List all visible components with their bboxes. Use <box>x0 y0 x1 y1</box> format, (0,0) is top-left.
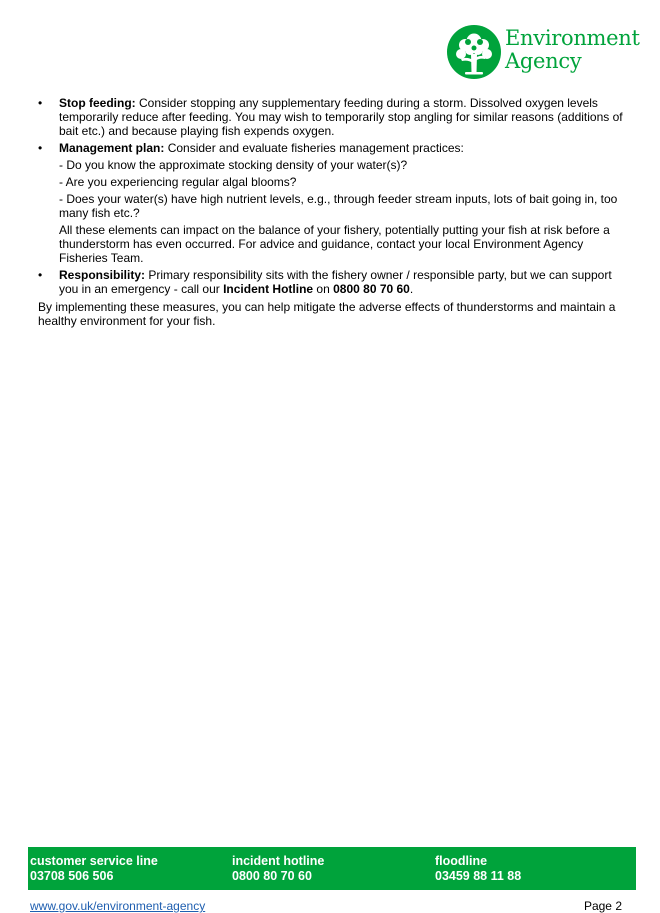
bullet-glyph: • <box>38 96 43 110</box>
bullet-management-plan <box>38 141 624 265</box>
hotline-label: Incident Hotline <box>223 282 314 296</box>
bullet-title: Responsibility: <box>59 268 146 282</box>
contact-band <box>28 847 636 890</box>
hotline-number: 0800 80 70 60 <box>333 282 410 296</box>
sub-item-nutrient-levels: - Does your water(s) have high nutrient levels, e.g., through feeder stream inputs, lots of bait going in, too many fish etc.? <box>59 192 618 220</box>
contact-number: 0800 80 70 60 <box>232 869 312 883</box>
sub-item-stocking-density: - Do you know the approximate stocking density of your water(s)? <box>59 158 408 172</box>
page-number: Page 2 <box>583 899 622 913</box>
hotline-end: . <box>409 282 414 296</box>
document-body <box>38 96 624 328</box>
contact-label: incident hotline <box>232 854 325 868</box>
sub-item-algal-blooms: - Are you experiencing regular algal blooms? <box>59 175 297 189</box>
environment-agency-logo <box>446 24 642 82</box>
bullet-paragraph <box>59 96 624 138</box>
bullet-text: Consider and evaluate fisheries management practices: <box>164 141 464 155</box>
tree-icon <box>446 24 502 80</box>
management-note: All these elements can impact on the balance of your fishery, potentially putting your fish at risk before a thunderstorm has even occurred. For advice and guidance, contact your local Environment Agency Fisheries Team. <box>59 223 610 265</box>
bullet-stop-feeding <box>38 96 624 138</box>
footer-website-link[interactable]: www.gov.uk/environment-agency <box>30 899 206 913</box>
bullet-paragraph <box>59 268 624 296</box>
contact-label: customer service line <box>30 854 158 868</box>
logo-line-agency: Agency <box>505 49 582 73</box>
contact-customer-service <box>30 854 158 884</box>
bullet-title: Stop feeding: <box>59 96 136 110</box>
contact-number: 03708 506 506 <box>30 869 114 883</box>
bullet-text: Consider stopping any supplementary feeding during a storm. Dissolved oxygen levels temporarily reduce after feeding. You may wish to temporarily stop angling for similar reasons (additions of bait etc.) and because playing fish expends oxygen. <box>59 96 623 138</box>
contact-incident-hotline <box>232 854 324 884</box>
bullet-responsibility <box>38 268 624 296</box>
closing-paragraph: By implementing these measures, you can help mitigate the adverse effects of thunderstorms and maintain a healthy environment for your fish. <box>38 300 616 328</box>
bullet-glyph: • <box>38 141 43 155</box>
contact-number: 03459 88 11 88 <box>435 869 522 883</box>
contact-label: floodline <box>435 854 488 868</box>
bullet-glyph: • <box>38 268 43 282</box>
bullet-paragraph <box>59 141 624 155</box>
contact-floodline <box>435 854 521 884</box>
bullet-text: Primary responsibility sits with the fishery owner / responsible party, but we can support you in an emergency - call our <box>59 268 612 296</box>
bullet-title: Management plan: <box>59 141 165 155</box>
hotline-on-text: on <box>313 282 334 296</box>
logo-line-environment: Environment <box>505 26 640 50</box>
logo-wordmark <box>505 27 640 73</box>
